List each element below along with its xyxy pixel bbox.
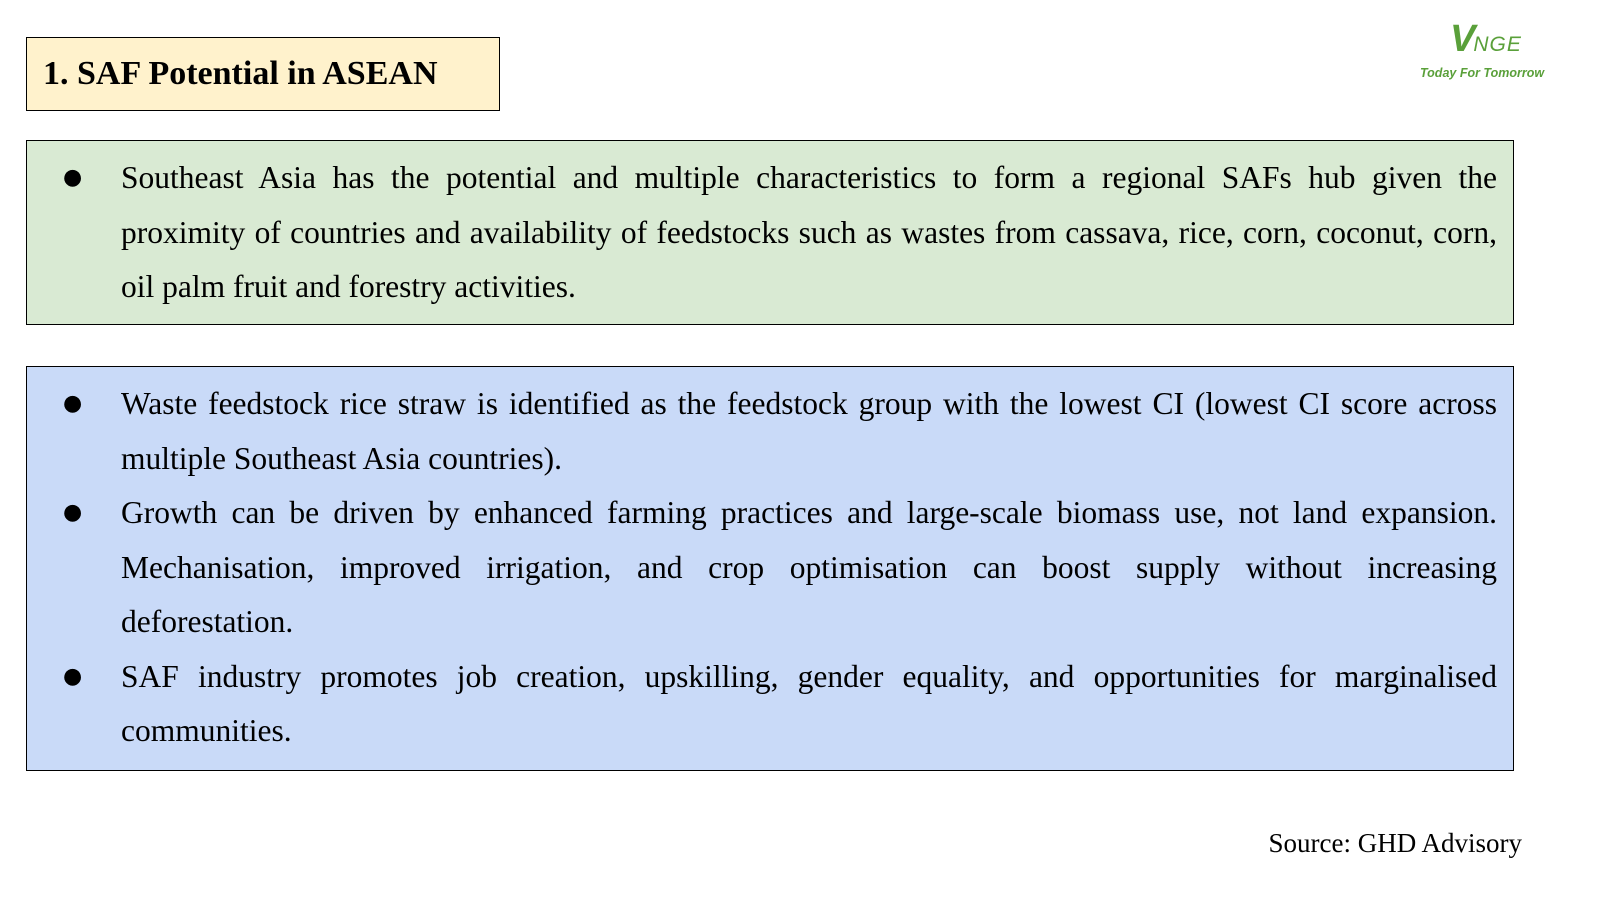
slide-title: 1. SAF Potential in ASEAN [43, 55, 438, 92]
blue-bullet-list [27, 377, 1497, 759]
bullet-text: SAF industry promotes job creation, upskilling, gender equality, and opportunities for marginalised communities. [121, 658, 1497, 748]
bullet-dot-icon: ● [63, 500, 83, 525]
logo-tagline: Today For Tomorrow [1420, 66, 1545, 80]
vnge-logo [1410, 18, 1570, 88]
bullet-dot-icon: ● [63, 165, 83, 190]
green-bullet-list [27, 151, 1497, 315]
bullet-dot-icon: ● [63, 391, 83, 416]
bullet-text: Southeast Asia has the potential and multiple characteristics to form a regional SAFs hub given the proximity of countries and availability of feedstocks such as wastes from cassava, rice, corn, coconut, corn, oil palm fruit and forestry activities. [121, 160, 1497, 304]
bullet-text: Growth can be driven by enhanced farming practices and large-scale biomass use, not land expansion. Mechanisation, improved irrigation, and crop optimisation can boost supply without increasing deforestation. [121, 495, 1497, 639]
logo-mark [1450, 18, 1522, 61]
bullet-dot-icon: ● [63, 663, 83, 689]
bullet-text: Waste feedstock rice straw is identified as the feedstock group with the lowest CI (lowest CI score across multiple Southeast Asia countries). [121, 386, 1497, 476]
source-caption: Source: GHD Advisory [1268, 828, 1522, 858]
blue-content-box [26, 366, 1514, 771]
bullet-item [27, 377, 1497, 486]
bullet-item [27, 650, 1497, 759]
logo-mark-v: V [1450, 18, 1474, 60]
bullet-item [27, 151, 1497, 315]
slide-title-box [26, 37, 500, 111]
bullet-item [27, 486, 1497, 650]
logo-mark-rest: NGE [1473, 33, 1522, 56]
green-content-box [26, 140, 1514, 325]
